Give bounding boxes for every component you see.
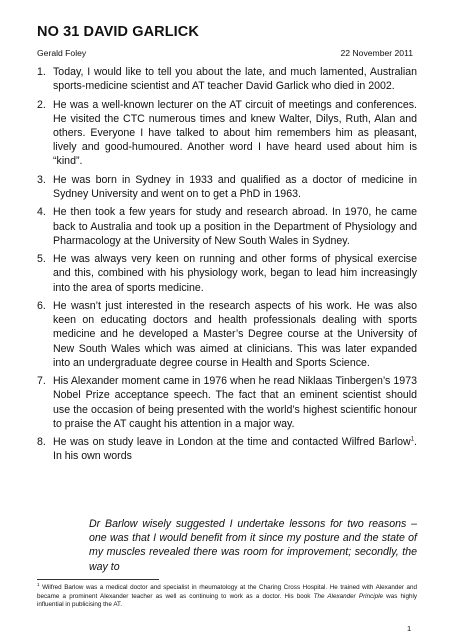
list-item — [37, 435, 417, 463]
document-title: NO 31 DAVID GARLICK — [37, 24, 199, 40]
item-number: 1. — [37, 66, 46, 78]
item-text: His Alexander moment came in 1976 when he read Niklaas Tinbergen’s 1973 Nobel Prize acceptance speech. The fact that an eminent scientist should use the occasion of being presented with the world’s highest scientific honour to praise the AT caught his attention in a major way. — [53, 375, 417, 430]
list-item — [37, 173, 417, 201]
item-text — [53, 435, 417, 463]
list-item — [37, 205, 417, 248]
item-number: 5. — [37, 253, 46, 266]
byline — [37, 48, 413, 58]
list-item — [37, 299, 417, 370]
item-text: Today, I would like to tell you about the late, and much lamented, Australian sports-medicine scientist and AT teacher David Garlick who died in 2002. — [53, 66, 417, 93]
footnote — [37, 581, 417, 610]
block-quote: Dr Barlow wisely suggested I undertake lessons for two reasons – one was that I would benefit from it since my posture and the state of my muscles revealed there was room for improvement; secondly, the way to — [89, 518, 417, 573]
footnote-text-start: Wilfred Barlow was a medical doctor and specialist in rheumatology at the Charing Cross Hospital. He trained with Alexander and became a prominent Alexander teacher as well as continuing to work as a doctor. His book — [37, 584, 417, 600]
item-text: He was born in Sydney in 1933 and qualified as a doctor of medicine in Sydney University and went on to get a PhD in 1963. — [53, 173, 417, 200]
numbered-list — [37, 65, 417, 468]
footnote-marker: 1 — [37, 581, 40, 587]
item-text: He was a well-known lecturer on the AT circuit of meetings and conferences. He visited the CTC numerous times and knew Walter, Dilys, Ruth, Alan and others. Everyone I have talked to about him remembers him as pleasant, lively and good-humoured. Another word I have heard used about him is “kind”. — [53, 98, 417, 168]
item-number: 2. — [37, 98, 46, 111]
list-item — [37, 252, 417, 295]
list-item — [37, 65, 417, 93]
footnote-book-title: The Alexander Principle — [313, 592, 384, 600]
document-date: 22 November 2011 — [340, 48, 413, 58]
item-number: 3. — [37, 173, 46, 186]
footnote-text-end: was highly influential in publicising the AT. — [37, 592, 417, 609]
list-item — [37, 98, 417, 169]
footnote-reference[interactable]: 1 — [410, 436, 415, 443]
item-text: He wasn’t just interested in the research aspects of his work. He was also keen on educating doctors and health professionals dealing with sports medicine and he developed a Master’s Degree course at the University of New South Wales which was aimed at clinicians. This was later expanded into an undergraduate degree course in Health and Sports Science. — [53, 299, 417, 369]
item-text-main: He was on study leave in London at the time and contacted Wilfred Barlow — [53, 436, 411, 449]
item-text-tail: . In his own words — [53, 436, 417, 463]
item-number: 4. — [37, 206, 46, 219]
item-text: He then took a few years for study and research abroad. In 1970, he came back to Australia and took up a position in the Department of Physiology and Pharmacology at the University of New South Wales in Sydney. — [53, 206, 417, 247]
item-text: He was always very keen on running and other forms of physical exercise and this, combined with his physiology work, began to lead him increasingly into the area of sports medicine. — [53, 253, 417, 294]
footnote-separator — [37, 579, 159, 580]
item-number: 6. — [37, 299, 46, 312]
list-item — [37, 374, 417, 431]
item-number: 7. — [37, 375, 46, 388]
item-number: 8. — [37, 436, 46, 449]
page-number: 1 — [407, 624, 412, 633]
author-name: Gerald Foley — [37, 48, 87, 58]
